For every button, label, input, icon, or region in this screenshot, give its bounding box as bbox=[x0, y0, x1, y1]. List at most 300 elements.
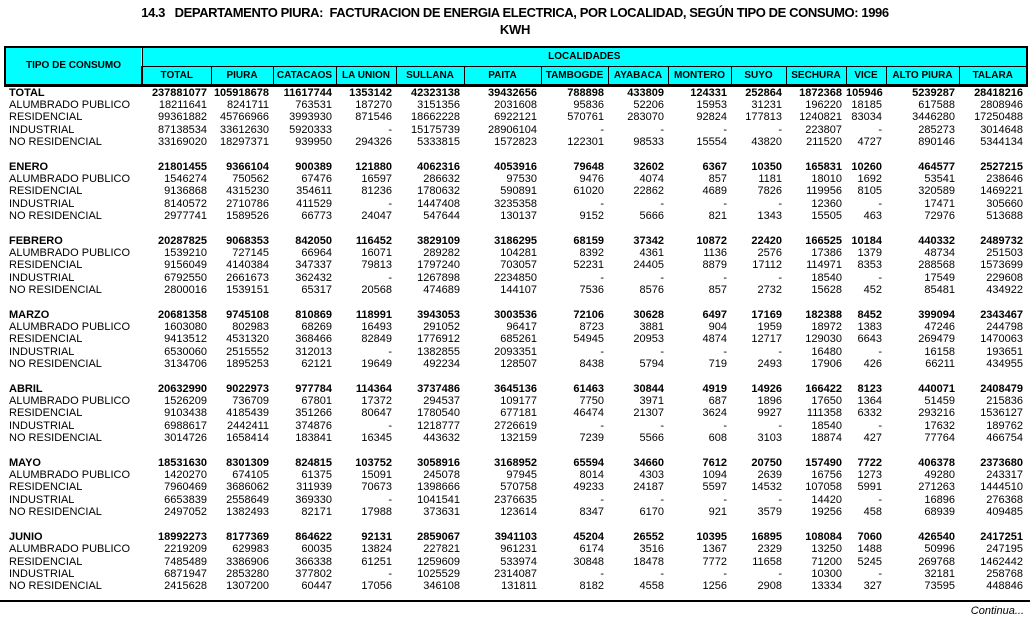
value-cell: 165831 bbox=[805, 160, 842, 173]
value-cell: 312013 bbox=[295, 345, 332, 358]
value-cell: 8105 bbox=[857, 185, 882, 198]
value-cell: - bbox=[660, 123, 664, 136]
column-header-tambogde: TAMBOGDE bbox=[541, 66, 608, 85]
value-cell: 258768 bbox=[986, 567, 1024, 580]
row-label: RESIDENCIAL bbox=[9, 185, 83, 198]
value-cell: 6653839 bbox=[164, 493, 207, 506]
value-cell: 18297371 bbox=[220, 136, 269, 149]
value-cell: 177813 bbox=[745, 111, 782, 124]
value-cell: 4315230 bbox=[226, 185, 269, 198]
value-cell: 20953 bbox=[633, 333, 664, 346]
value-cell: 736709 bbox=[232, 395, 269, 408]
value-cell: 677181 bbox=[500, 407, 537, 420]
value-cell: 3235358 bbox=[494, 197, 537, 210]
value-cell: - bbox=[723, 271, 727, 284]
value-cell: 283070 bbox=[627, 111, 664, 124]
value-cell: 1256 bbox=[702, 580, 727, 593]
value-cell: 92824 bbox=[696, 111, 727, 124]
value-cell: 8241711 bbox=[226, 98, 269, 111]
value-cell: 1462442 bbox=[980, 555, 1024, 568]
row-label: RESIDENCIAL bbox=[9, 111, 83, 124]
column-header-talara: TALARA bbox=[959, 66, 1027, 85]
value-cell: 21307 bbox=[633, 407, 664, 420]
value-cell: 6643 bbox=[857, 333, 882, 346]
value-cell: 52206 bbox=[633, 98, 664, 111]
value-cell: 1526209 bbox=[164, 395, 207, 408]
value-cell: 921 bbox=[708, 506, 727, 519]
value-cell: 83034 bbox=[851, 111, 882, 124]
value-cell: 1382493 bbox=[226, 506, 269, 519]
value-cell: - bbox=[388, 345, 392, 358]
spacer-cell bbox=[5, 445, 1027, 457]
value-cell: 18211641 bbox=[158, 98, 207, 111]
row-label: INDUSTRIAL bbox=[9, 197, 75, 210]
value-cell: 85481 bbox=[924, 284, 955, 297]
value-cell: - bbox=[600, 419, 604, 432]
value-cell: 1267898 bbox=[417, 271, 460, 284]
value-cell: 276368 bbox=[986, 493, 1024, 506]
value-cell: 2726619 bbox=[494, 419, 537, 432]
value-cell: 2489732 bbox=[980, 234, 1024, 247]
value-cell: 463 bbox=[863, 210, 882, 223]
value-cell: 16071 bbox=[361, 246, 392, 259]
value-cell: 1444510 bbox=[980, 481, 1024, 494]
value-cell: 80647 bbox=[361, 407, 392, 420]
value-cell: 890146 bbox=[918, 136, 955, 149]
value-cell: 1546274 bbox=[164, 172, 207, 185]
value-cell: 2031608 bbox=[494, 98, 537, 111]
value-cell: 19649 bbox=[361, 358, 392, 371]
value-cell: - bbox=[723, 197, 727, 210]
value-cell: 15628 bbox=[811, 284, 842, 297]
table-row bbox=[5, 358, 1027, 370]
value-cell: 6170 bbox=[639, 506, 664, 519]
value-cell: 5333815 bbox=[417, 136, 460, 149]
value-cell: 9156049 bbox=[164, 259, 207, 272]
value-cell: 73595 bbox=[924, 580, 955, 593]
value-cell: 440332 bbox=[918, 234, 955, 247]
value-cell: 362432 bbox=[295, 271, 332, 284]
value-cell: 939950 bbox=[295, 136, 332, 149]
value-cell: 1959 bbox=[757, 321, 782, 333]
value-cell: 3186295 bbox=[494, 234, 537, 247]
spacer-cell bbox=[5, 149, 1027, 161]
table-row bbox=[5, 346, 1027, 358]
total-row bbox=[5, 235, 1027, 247]
value-cell: 17386 bbox=[811, 246, 842, 259]
table-row bbox=[5, 284, 1027, 296]
value-cell: - bbox=[388, 197, 392, 210]
value-cell: 92131 bbox=[361, 530, 392, 543]
value-cell: 65594 bbox=[573, 456, 604, 469]
value-cell: 5245 bbox=[857, 555, 882, 568]
row-label: RESIDENCIAL bbox=[9, 555, 83, 568]
value-cell: 2853280 bbox=[226, 567, 269, 580]
value-cell: 144107 bbox=[500, 284, 537, 297]
value-cell: 2329 bbox=[757, 543, 782, 556]
table-row bbox=[5, 432, 1027, 444]
value-cell: 608 bbox=[708, 432, 727, 445]
row-label: NO RESIDENCIAL bbox=[9, 284, 102, 297]
value-cell: 1353142 bbox=[349, 86, 392, 99]
row-label: NO RESIDENCIAL bbox=[9, 358, 102, 371]
value-cell: 399094 bbox=[918, 308, 955, 321]
value-cell: 82849 bbox=[361, 333, 392, 346]
column-header-sechura: SECHURA bbox=[786, 66, 846, 85]
table-row bbox=[5, 136, 1027, 148]
value-cell: 8353 bbox=[857, 259, 882, 272]
value-cell: 15554 bbox=[696, 136, 727, 149]
value-cell: 28418216 bbox=[974, 86, 1024, 99]
value-cell: 821 bbox=[708, 210, 727, 223]
value-cell: 237881077 bbox=[151, 86, 207, 99]
value-cell: 114364 bbox=[355, 382, 392, 395]
value-cell: 3516 bbox=[639, 543, 664, 556]
value-cell: 2661673 bbox=[226, 271, 269, 284]
value-cell: 4531320 bbox=[226, 333, 269, 346]
value-cell: 53541 bbox=[924, 172, 955, 185]
value-cell: 8014 bbox=[579, 469, 604, 482]
table-row bbox=[5, 506, 1027, 518]
value-cell: 289282 bbox=[423, 246, 460, 259]
value-cell: 1536127 bbox=[980, 407, 1024, 420]
value-cell: - bbox=[878, 345, 882, 358]
value-cell: 2415628 bbox=[164, 580, 207, 593]
value-cell: 4185439 bbox=[226, 407, 269, 420]
value-cell: 68159 bbox=[573, 234, 604, 247]
value-cell: 66964 bbox=[301, 246, 332, 259]
value-cell: 72106 bbox=[573, 308, 604, 321]
value-cell: 492234 bbox=[423, 358, 460, 371]
value-cell: 327 bbox=[863, 580, 882, 593]
value-cell: 183841 bbox=[295, 432, 332, 445]
value-cell: 19256 bbox=[811, 506, 842, 519]
table-row bbox=[5, 198, 1027, 210]
value-cell: 547644 bbox=[423, 210, 460, 223]
total-row bbox=[5, 85, 1027, 99]
value-cell: 2639 bbox=[757, 469, 782, 482]
table-row bbox=[5, 210, 1027, 222]
value-cell: - bbox=[778, 271, 782, 284]
value-cell: 2732 bbox=[757, 284, 782, 297]
value-cell: 4053916 bbox=[494, 160, 537, 173]
value-cell: 1895253 bbox=[226, 358, 269, 371]
value-cell: 6871947 bbox=[164, 567, 207, 580]
value-cell: 269479 bbox=[918, 333, 955, 346]
value-cell: 1469221 bbox=[980, 185, 1024, 198]
value-cell: 6922121 bbox=[494, 111, 537, 124]
row-label: INDUSTRIAL bbox=[9, 419, 75, 432]
value-cell: - bbox=[878, 493, 882, 506]
value-cell: 17250488 bbox=[974, 111, 1024, 124]
value-cell: 46474 bbox=[573, 407, 604, 420]
value-cell: 788898 bbox=[567, 86, 604, 99]
value-cell: 21801455 bbox=[158, 160, 207, 173]
value-cell: 8576 bbox=[639, 284, 664, 297]
value-cell: 196220 bbox=[805, 98, 842, 111]
value-cell: - bbox=[778, 419, 782, 432]
value-cell: 20750 bbox=[751, 456, 782, 469]
row-label: MARZO bbox=[9, 308, 50, 321]
value-cell: 22420 bbox=[751, 234, 782, 247]
value-cell: 2515552 bbox=[226, 345, 269, 358]
value-cell: - bbox=[778, 567, 782, 580]
table-row bbox=[5, 333, 1027, 345]
value-cell: 2219209 bbox=[164, 543, 207, 556]
value-cell: 9413512 bbox=[164, 333, 207, 346]
column-header-paita: PAITA bbox=[464, 66, 541, 85]
value-cell: 42323138 bbox=[411, 86, 460, 99]
value-cell: 95836 bbox=[573, 98, 604, 111]
value-cell: 54945 bbox=[573, 333, 604, 346]
value-cell: 15953 bbox=[696, 98, 727, 111]
value-cell: 703057 bbox=[500, 259, 537, 272]
value-cell: - bbox=[600, 345, 604, 358]
row-label: FEBRERO bbox=[9, 234, 63, 247]
value-cell: 30628 bbox=[633, 308, 664, 321]
value-cell: 3624 bbox=[702, 407, 727, 420]
facturacion-table bbox=[4, 46, 1028, 593]
value-cell: 128507 bbox=[500, 358, 537, 371]
value-cell: 30844 bbox=[633, 382, 664, 395]
value-cell: 3058916 bbox=[417, 456, 460, 469]
value-cell: 187270 bbox=[355, 98, 392, 111]
value-cell: 294326 bbox=[355, 136, 392, 149]
value-cell: 6497 bbox=[702, 308, 727, 321]
value-cell: 79648 bbox=[573, 160, 604, 173]
value-cell: 2376635 bbox=[494, 493, 537, 506]
value-cell: 67801 bbox=[301, 395, 332, 408]
page-subtitle: KWH bbox=[499, 22, 531, 37]
value-cell: - bbox=[660, 493, 664, 506]
value-cell: 904 bbox=[708, 321, 727, 333]
value-cell: 132159 bbox=[500, 432, 537, 445]
value-cell: 45204 bbox=[573, 530, 604, 543]
row-label: INDUSTRIAL bbox=[9, 567, 75, 580]
value-cell: 18531630 bbox=[158, 456, 207, 469]
value-cell: 30848 bbox=[573, 555, 604, 568]
value-cell: 16896 bbox=[924, 493, 955, 506]
total-row bbox=[5, 383, 1027, 395]
value-cell: 1367 bbox=[702, 543, 727, 556]
value-cell: 52231 bbox=[573, 259, 604, 272]
value-cell: 6988617 bbox=[164, 419, 207, 432]
value-cell: 182388 bbox=[805, 308, 842, 321]
value-cell: 374876 bbox=[295, 419, 332, 432]
column-header-la-union: LA UNION bbox=[336, 66, 396, 85]
value-cell: 3881 bbox=[639, 321, 664, 333]
value-cell: 1780540 bbox=[417, 407, 460, 420]
value-cell: - bbox=[878, 123, 882, 136]
value-cell: 8879 bbox=[702, 259, 727, 272]
row-label: INDUSTRIAL bbox=[9, 271, 75, 284]
value-cell: 157490 bbox=[805, 456, 842, 469]
value-cell: 13824 bbox=[361, 543, 392, 556]
value-cell: 1383 bbox=[857, 321, 882, 333]
table-row bbox=[5, 556, 1027, 568]
value-cell: 857 bbox=[708, 284, 727, 297]
value-cell: 3446280 bbox=[912, 111, 955, 124]
value-cell: 61463 bbox=[573, 382, 604, 395]
value-cell: 166525 bbox=[805, 234, 842, 247]
value-cell: 211520 bbox=[806, 136, 842, 149]
value-cell: 5920333 bbox=[289, 123, 332, 136]
spacer-cell bbox=[5, 519, 1027, 531]
column-header-vice: VICE bbox=[846, 66, 886, 85]
value-cell: 118991 bbox=[355, 308, 392, 321]
value-cell: 2859067 bbox=[417, 530, 460, 543]
value-cell: 16345 bbox=[361, 432, 392, 445]
table-row bbox=[5, 469, 1027, 481]
value-cell: 1692 bbox=[857, 172, 882, 185]
value-cell: 763531 bbox=[295, 98, 332, 111]
value-cell: - bbox=[388, 419, 392, 432]
value-cell: 1539210 bbox=[164, 246, 207, 259]
value-cell: 9927 bbox=[757, 407, 782, 420]
value-cell: 9366104 bbox=[226, 160, 269, 173]
value-cell: 351266 bbox=[295, 407, 332, 420]
value-cell: 16597 bbox=[361, 172, 392, 185]
column-header-piura: PIURA bbox=[211, 66, 273, 85]
value-cell: 3645136 bbox=[494, 382, 537, 395]
value-cell: 346108 bbox=[423, 580, 460, 593]
value-cell: 18010 bbox=[811, 172, 842, 185]
value-cell: 50996 bbox=[924, 543, 955, 556]
value-cell: 49280 bbox=[924, 469, 955, 482]
table-row bbox=[5, 173, 1027, 185]
row-header-title: TIPO DE CONSUMO bbox=[5, 47, 142, 85]
value-cell: 82171 bbox=[301, 506, 332, 519]
value-cell: 2493 bbox=[757, 358, 782, 371]
value-cell: 842050 bbox=[295, 234, 332, 247]
value-cell: 871546 bbox=[355, 111, 392, 124]
value-cell: 12360 bbox=[811, 197, 842, 210]
row-label: NO RESIDENCIAL bbox=[9, 210, 102, 223]
value-cell: 2710786 bbox=[226, 197, 269, 210]
value-cell: 3134706 bbox=[164, 358, 207, 371]
value-cell: 7826 bbox=[757, 185, 782, 198]
value-cell: 1382855 bbox=[417, 345, 460, 358]
value-cell: 4874 bbox=[702, 333, 727, 346]
table-row bbox=[5, 99, 1027, 111]
value-cell: - bbox=[723, 419, 727, 432]
table-row bbox=[5, 247, 1027, 259]
localidades-header: LOCALIDADES bbox=[142, 47, 1027, 66]
value-cell: 189762 bbox=[986, 419, 1024, 432]
value-cell: 3386906 bbox=[226, 555, 269, 568]
value-cell: 2373680 bbox=[980, 456, 1024, 469]
row-label: ALUMBRADO PUBLICO bbox=[9, 543, 131, 556]
value-cell: 285273 bbox=[918, 123, 955, 136]
value-cell: 123614 bbox=[500, 506, 537, 519]
row-label: ALUMBRADO PUBLICO bbox=[9, 321, 131, 333]
value-cell: 26552 bbox=[633, 530, 664, 543]
value-cell: - bbox=[723, 345, 727, 358]
page-title: 14.3 DEPARTAMENTO PIURA: FACTURACION DE ENERGIA ELECTRICA, POR LOCALIDAD, SEGÚN TIPO DE CONSUMO: 1996 bbox=[141, 5, 889, 20]
table-row bbox=[5, 272, 1027, 284]
row-label: JUNIO bbox=[9, 530, 43, 543]
value-cell: 18972 bbox=[811, 321, 842, 333]
value-cell: 629983 bbox=[232, 543, 269, 556]
value-cell: 227821 bbox=[423, 543, 460, 556]
value-cell: - bbox=[600, 197, 604, 210]
value-cell: 79813 bbox=[361, 259, 392, 272]
value-cell: 440071 bbox=[918, 382, 955, 395]
value-cell: 61375 bbox=[301, 469, 332, 482]
value-cell: 474689 bbox=[423, 284, 460, 297]
value-cell: 8182 bbox=[579, 580, 604, 593]
value-cell: 900389 bbox=[295, 160, 332, 173]
value-cell: 9136868 bbox=[164, 185, 207, 198]
value-cell: 719 bbox=[708, 358, 727, 371]
value-cell: 864622 bbox=[295, 530, 332, 543]
value-cell: 72976 bbox=[924, 210, 955, 223]
value-cell: 47246 bbox=[924, 321, 955, 333]
value-cell: 4689 bbox=[702, 185, 727, 198]
spacer-cell bbox=[5, 371, 1027, 383]
value-cell: 66773 bbox=[301, 210, 332, 223]
value-cell: 802983 bbox=[232, 321, 269, 333]
value-cell: 31231 bbox=[751, 98, 782, 111]
value-cell: 15175739 bbox=[411, 123, 460, 136]
total-row bbox=[5, 161, 1027, 173]
value-cell: 61020 bbox=[573, 185, 604, 198]
column-header-sullana: SULLANA bbox=[396, 66, 464, 85]
value-cell: 67476 bbox=[301, 172, 332, 185]
value-cell: 1539151 bbox=[226, 284, 269, 297]
value-cell: 411529 bbox=[296, 197, 332, 210]
value-cell: 452 bbox=[863, 284, 882, 297]
value-cell: - bbox=[660, 419, 664, 432]
value-cell: - bbox=[723, 567, 727, 580]
value-cell: 7239 bbox=[579, 432, 604, 445]
value-cell: 373631 bbox=[423, 506, 460, 519]
value-cell: - bbox=[388, 271, 392, 284]
value-cell: 24187 bbox=[633, 481, 664, 494]
value-cell: 4919 bbox=[702, 382, 727, 395]
value-cell: 20287825 bbox=[158, 234, 207, 247]
value-cell: 17906 bbox=[811, 358, 842, 371]
value-cell: 4558 bbox=[639, 580, 664, 593]
value-cell: 4303 bbox=[639, 469, 664, 482]
value-cell: 3003536 bbox=[494, 308, 537, 321]
table-row bbox=[5, 543, 1027, 555]
value-cell: 43820 bbox=[751, 136, 782, 149]
column-header-total: TOTAL bbox=[142, 66, 211, 85]
value-cell: 17988 bbox=[361, 506, 392, 519]
value-cell: 3829109 bbox=[417, 234, 460, 247]
value-cell: 3993930 bbox=[289, 111, 332, 124]
value-cell: 7772 bbox=[702, 555, 727, 568]
value-cell: 66211 bbox=[925, 358, 955, 371]
value-cell: 71200 bbox=[811, 555, 842, 568]
value-cell: 4074 bbox=[639, 172, 664, 185]
value-cell: 10872 bbox=[696, 234, 727, 247]
value-cell: - bbox=[388, 123, 392, 136]
value-cell: 1420270 bbox=[164, 469, 207, 482]
value-cell: 215836 bbox=[986, 395, 1024, 408]
row-label: INDUSTRIAL bbox=[9, 493, 75, 506]
value-cell: 8438 bbox=[579, 358, 604, 371]
value-cell: 4727 bbox=[857, 136, 882, 149]
value-cell: 15505 bbox=[811, 210, 842, 223]
row-label: RESIDENCIAL bbox=[9, 333, 83, 346]
value-cell: 2908 bbox=[757, 580, 782, 593]
value-cell: 1447408 bbox=[417, 197, 460, 210]
value-cell: 70673 bbox=[361, 481, 392, 494]
value-cell: 60447 bbox=[301, 580, 332, 593]
value-cell: 8452 bbox=[857, 308, 882, 321]
